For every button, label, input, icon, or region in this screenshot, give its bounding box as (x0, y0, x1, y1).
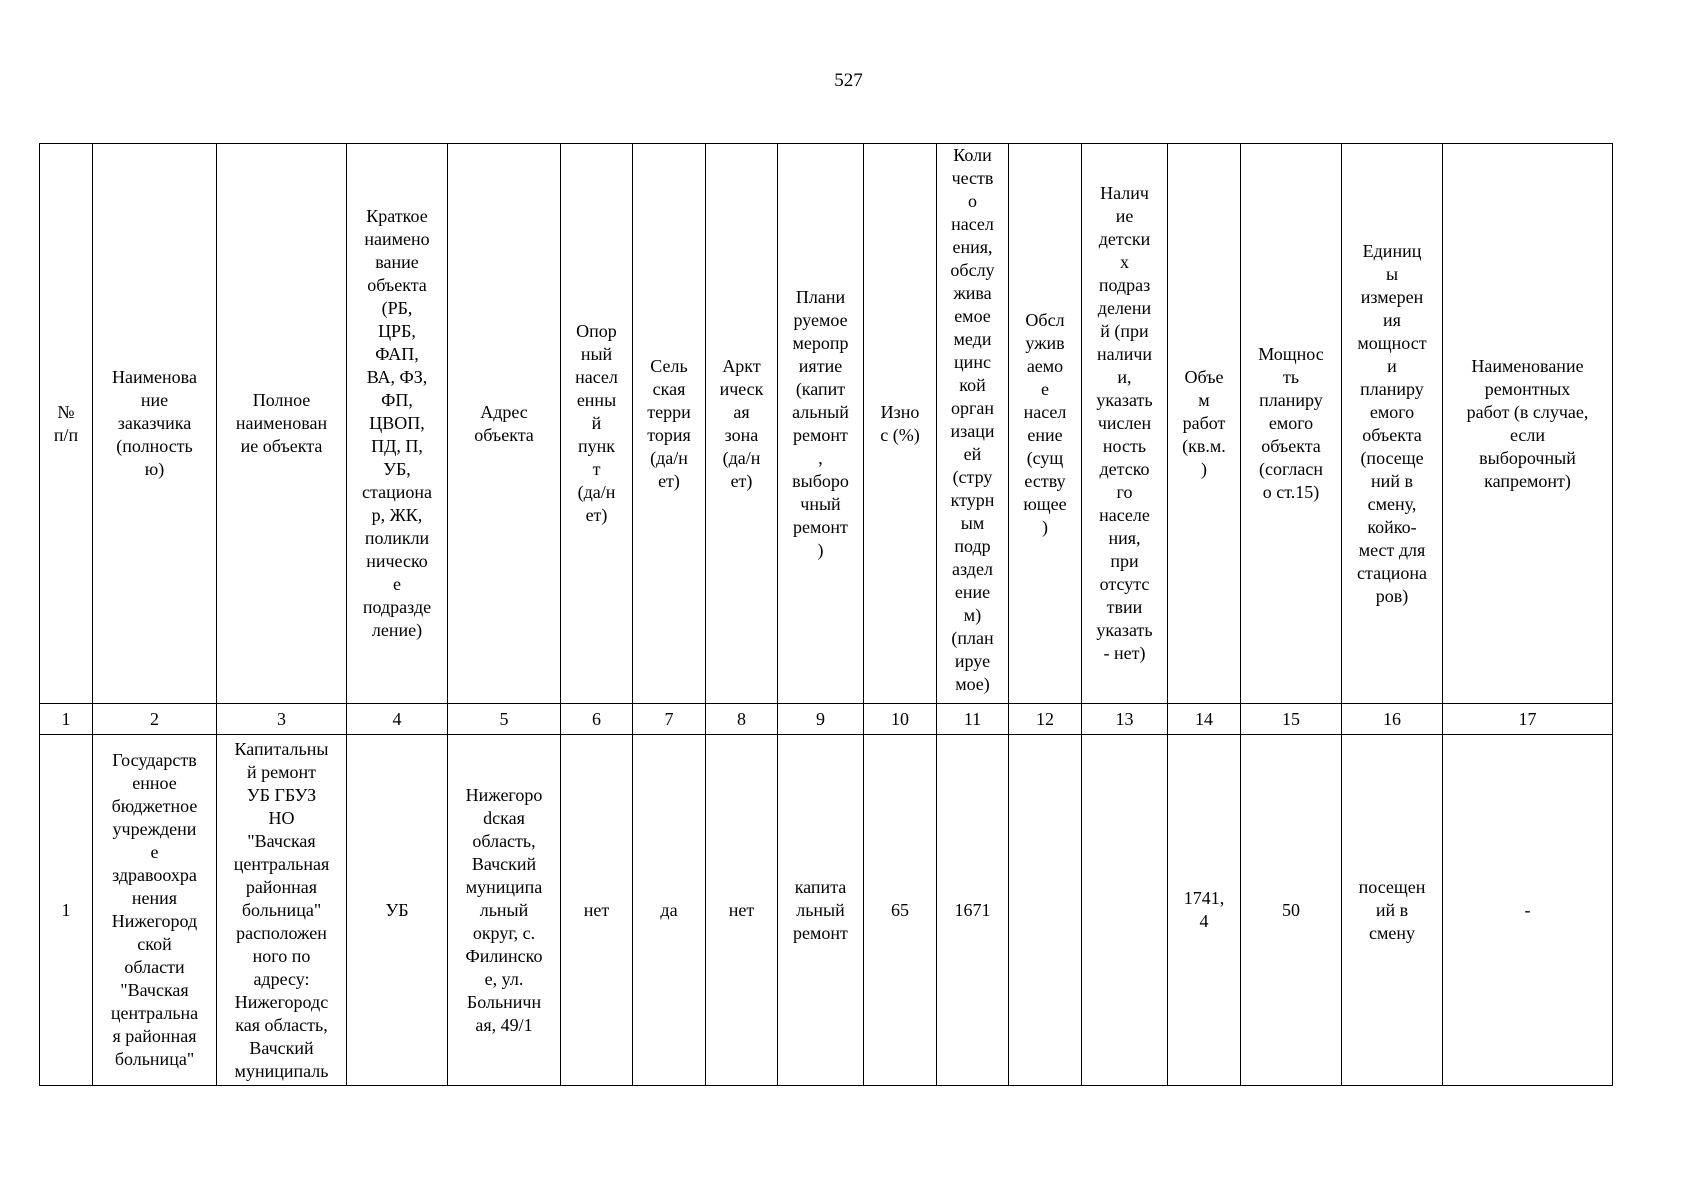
header-cell-text: Коли честв о насел ения, обслу жива емое меди цинс кой орган изаци ей (стру ктурн ым подр аздел ение м) (план ируе мое) (950, 145, 995, 694)
header-cell: Наименование ремонтных работ (в случае, если выборочный капремонт) (1443, 144, 1613, 704)
column-number: 5 (448, 704, 561, 735)
table-cell: 1671 (937, 735, 1009, 1086)
column-number: 14 (1168, 704, 1241, 735)
header-cell: Опор ный насел енны й пунк т (да/н ет) (561, 144, 633, 704)
column-number: 13 (1082, 704, 1168, 735)
header-cell: Единиц ы измерен ия мощност и планиру емого объекта (посеще ний в смену, койко- мест для стациона ров) (1342, 144, 1443, 704)
column-number: 12 (1009, 704, 1082, 735)
header-cell: № п/п (40, 144, 93, 704)
column-number: 15 (1241, 704, 1342, 735)
header-cell: Плани руемое меропр иятие (капит альный ремонт , выборо чный ремонт ) (778, 144, 864, 704)
header-row (40, 144, 1613, 704)
column-number: 10 (864, 704, 937, 735)
header-cell: Краткое наимено вание объекта (РБ, ЦРБ, ФАП, ВА, ФЗ, ФП, ЦВОП, ПД, П, УБ, стациона р, ЖК, поликли ническо е подразде ление) (347, 144, 448, 704)
table-cell (217, 735, 347, 1086)
table-cell: 1741, 4 (1168, 735, 1241, 1086)
table-cell: нет (561, 735, 633, 1086)
header-cell: Аркт ическ ая зона (да/н ет) (706, 144, 778, 704)
header-cell: Наименова ние заказчика (полность ю) (93, 144, 217, 704)
column-numbers-row (40, 704, 1613, 735)
page-number: 527 (834, 70, 863, 91)
table-cell: 1 (40, 735, 93, 1086)
header-cell: Мощнос ть планиру емого объекта (согласн о ст.15) (1241, 144, 1342, 704)
column-number: 11 (937, 704, 1009, 735)
header-cell: Сель ская терри тория (да/н ет) (633, 144, 706, 704)
table-cell: 50 (1241, 735, 1342, 1086)
column-number: 9 (778, 704, 864, 735)
table-cell: посещен ий в смену (1342, 735, 1443, 1086)
repair-objects-table (39, 143, 1613, 1086)
header-cell: Полное наименован ие объекта (217, 144, 347, 704)
column-number: 8 (706, 704, 778, 735)
table-cell: УБ (347, 735, 448, 1086)
column-number: 16 (1342, 704, 1443, 735)
header-cell: Адрес объекта (448, 144, 561, 704)
column-number: 7 (633, 704, 706, 735)
column-number: 6 (561, 704, 633, 735)
table-cell-text: Капитальны й ремонт УБ ГБУЗ НО "Вачская центральная районная больница" расположен ного по адресу: Нижегородс кая область, Вачский муниципаль (233, 738, 330, 1081)
header-cell (937, 144, 1009, 704)
table-cell: - (1443, 735, 1613, 1086)
table-cell: Государств енное бюджетное учреждени е здравоохра нения Нижегород ской области "Вачская центральна я районная больница" (93, 735, 217, 1086)
table-cell: Нижегоро dская область, Вачский муниципа льный округ, с. Филинско е, ул. Больничн ая, 49/1 (448, 735, 561, 1086)
table-cell (1082, 735, 1168, 1086)
header-cell: Изно с (%) (864, 144, 937, 704)
table-cell: капита льный ремонт (778, 735, 864, 1086)
column-number: 3 (217, 704, 347, 735)
table-cell: да (633, 735, 706, 1086)
table-cell (1009, 735, 1082, 1086)
column-number: 4 (347, 704, 448, 735)
table-row (40, 735, 1613, 1086)
header-cell: Налич ие детски х подраз делени й (при наличи и, указать числен ность детско го населе ния, при отсутс твии указать - нет) (1082, 144, 1168, 704)
table-cell: 65 (864, 735, 937, 1086)
table-cell: нет (706, 735, 778, 1086)
column-number: 17 (1443, 704, 1613, 735)
header-cell: Обсл ужив аемо е насел ение (сущ еству ющее ) (1009, 144, 1082, 704)
column-number: 1 (40, 704, 93, 735)
column-number: 2 (93, 704, 217, 735)
header-cell: Объе м работ (кв.м. ) (1168, 144, 1241, 704)
